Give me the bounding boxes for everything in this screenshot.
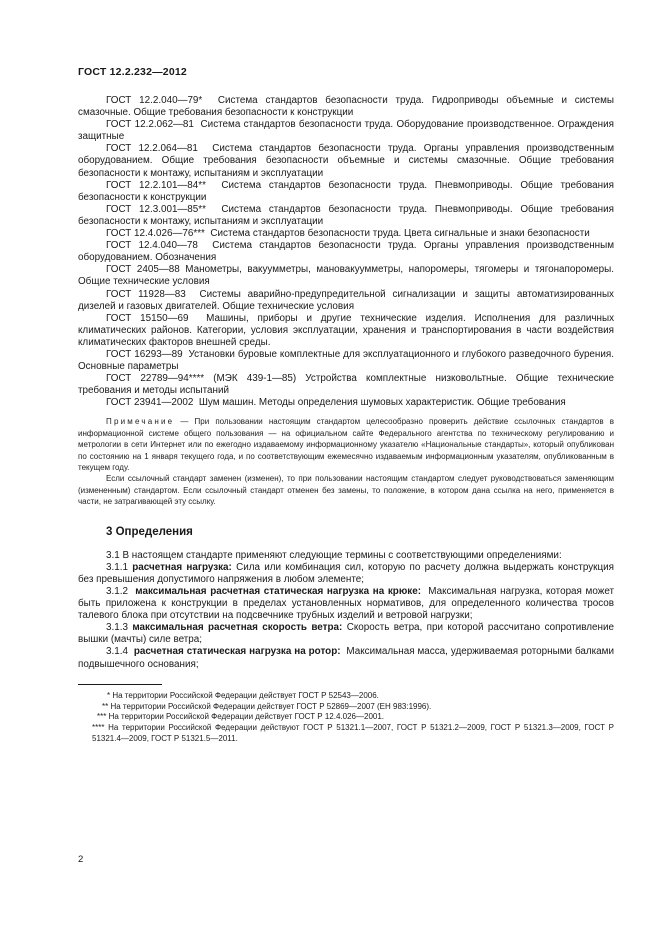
definition-term: максимальная расчетная статическая нагрузка на крюке: xyxy=(135,585,421,597)
definition-text: Максимальная масса, удерживаемая роторными балками подвышечного основания; xyxy=(78,646,614,670)
footnote-mark: **** xyxy=(92,723,105,733)
reference-code: ГОСТ 2405—88 xyxy=(106,264,180,276)
reference-text: Система стандартов безопасности труда. Гидроприводы объемные и системы смазочные. Общие требования безопасности к конструкции xyxy=(78,95,614,119)
footnote-text: На территории Российской Федерации действует ГОСТ Р 12.4.026—2001. xyxy=(108,712,385,722)
reference-code: ГОСТ 11928—83 xyxy=(106,288,186,300)
note-paragraph xyxy=(78,416,614,473)
definitions-intro: 3.1 В настоящем стандарте применяют следующие термины с соответствующими определениями: xyxy=(106,549,562,561)
reference-text: Система стандартов безопасности труда. Пневмоприводы. Общие требования безопасности к конструкции xyxy=(78,179,614,203)
definition-number: 3.1.3 xyxy=(106,622,128,634)
reference-item xyxy=(78,204,614,228)
footnote-divider xyxy=(78,684,162,685)
definition-item xyxy=(78,622,614,646)
footnote-mark: *** xyxy=(97,712,107,722)
note-dash: — xyxy=(174,417,195,427)
reference-text: Манометры, вакуумметры, мановакуумметры, напоромеры, тягомеры и тягонапоромеры. Общие технические условия xyxy=(78,264,614,288)
reference-code: ГОСТ 12.4.040—78 xyxy=(106,240,198,252)
reference-code: ГОСТ 12.3.001—85** xyxy=(106,203,206,215)
footnote xyxy=(78,691,614,702)
definition-text: Сила или комбинация сил, которую по расчету должна выдержать конструкция без превышения допустимого напряжения в любом элементе; xyxy=(78,561,615,585)
reference-text: Система стандартов безопасности труда. Органы управления производственным оборудованием. Общие требования безопасности объемные и системы смазочные. Общие требования безопасности к монтажу, испытаниям и эксплуатации xyxy=(78,143,614,179)
reference-code: ГОСТ 16293—89 xyxy=(106,348,183,360)
definition-item xyxy=(78,562,614,586)
reference-code: ГОСТ 22789—94**** xyxy=(106,373,205,385)
footnote-mark: ** xyxy=(102,701,109,711)
reference-code: ГОСТ 23941—2002 xyxy=(106,397,194,409)
definition-number: 3.1.2 xyxy=(106,585,128,597)
reference-text: (МЭК 439-1—85) Устройства комплектные низковольтные. Общие технические требования и методы испытаний xyxy=(78,373,614,397)
reference-item xyxy=(78,349,614,373)
note-paragraph-2: Если ссылочный стандарт заменен (изменен), то при пользовании настоящим стандартом следует руководствоваться заменяющим (измененным) стандартом. Если ссылочный стандарт отменен без замены, то положение, в котором дана ссылка на него, применяется в части, не затрагивающей эту ссылку. xyxy=(78,474,614,507)
reference-item xyxy=(78,373,614,397)
footnote xyxy=(78,723,614,745)
reference-item xyxy=(78,289,614,313)
reference-item xyxy=(78,228,614,240)
note-block xyxy=(78,416,614,507)
document-body xyxy=(78,95,614,745)
footnote xyxy=(78,702,614,713)
reference-text: Шум машин. Методы определения шумовых характеристик. Общие требования xyxy=(198,397,566,409)
reference-text: Системы аварийно-предупредительной сигнализации и защиты автоматизированных дизелей и газовых двигателей. Общие технические условия xyxy=(78,288,614,312)
normative-references-list xyxy=(78,95,614,409)
reference-text: Система стандартов безопасности труда. Оборудование производственное. Ограждения защитные xyxy=(78,119,614,143)
definition-term: расчетная статическая нагрузка на ротор: xyxy=(133,646,341,658)
reference-code: ГОСТ 15150—69 xyxy=(106,312,189,324)
note-label: Примечание xyxy=(106,417,175,427)
footnote-mark: * xyxy=(107,690,111,700)
reference-item xyxy=(78,95,614,119)
reference-code: ГОСТ 12.4.026—76*** xyxy=(106,228,205,240)
document-header: ГОСТ 12.2.232—2012 xyxy=(78,66,187,78)
reference-item xyxy=(78,143,614,179)
reference-item xyxy=(78,119,614,143)
definition-term: максимальная расчетная скорость ветра: xyxy=(132,622,343,634)
reference-item xyxy=(78,313,614,349)
page-number: 2 xyxy=(78,854,84,865)
reference-text: Установки буровые комплектные для эксплуатационного и глубокого разведочного бурения. Основные параметры xyxy=(78,348,614,373)
reference-code: ГОСТ 12.2.064—81 xyxy=(106,143,198,155)
definition-text: Максимальная нагрузка, которая может быть приложена к конструкции в пределах установленных нормативов, для определенного количества тросов талевого блока при отсутствии на подсвечнике трубных изделий и ветровой нагрузки; xyxy=(78,585,615,622)
reference-code: ГОСТ 12.2.062—81 xyxy=(106,119,194,131)
definition-item xyxy=(78,646,614,670)
definition-term: расчетная нагрузка: xyxy=(132,561,232,573)
definition-text: Скорость ветра, при которой рассчитано сопротивление вышки (мачты) силе ветра; xyxy=(78,622,614,646)
footnote-text: На территории Российской Федерации действуют ГОСТ Р 51321.1—2007, ГОСТ Р 51321.2—2009, ГОСТ Р 51321.3—2009, ГОСТ Р 51321.4—2009, ГОСТ Р 51321.5—2011. xyxy=(92,723,614,744)
reference-text: Система стандартов безопасности труда. Пневмоприводы. Общие требования безопасности к монтажу, испытаниям и эксплуатации xyxy=(78,203,614,227)
definition-item xyxy=(78,586,614,622)
note-text: При пользовании настоящим стандартом целесообразно проверить действие ссылочных стандартов в информационной системе общего пользования — на официальном сайте Федерального агентства по техническому регулированию и метрологии в сети Интернет или по ежегодно издаваемому информационному указателю «Национальные стандарты», который опубликован по состоянию на 1 января текущего года, и по соответствующим ежемесячно издаваемым информационным указателям, опубликованным в текущем году. xyxy=(78,417,614,473)
footnote xyxy=(78,712,614,723)
reference-item xyxy=(78,397,614,409)
footnotes xyxy=(78,684,614,746)
definition-number: 3.1.1 xyxy=(106,561,128,573)
footnote-text: На территории Российской Федерации действует ГОСТ Р 52543—2006. xyxy=(112,690,379,700)
reference-item xyxy=(78,264,614,288)
reference-code: ГОСТ 12.2.040—79* xyxy=(106,95,203,106)
reference-item xyxy=(78,180,614,204)
reference-text: Система стандартов безопасности труда. Органы управления производственным оборудованием. Обозначения xyxy=(78,240,614,264)
reference-item xyxy=(78,240,614,264)
definitions-list xyxy=(78,550,614,671)
footnote-text: На территории Российской Федерации действует ГОСТ Р 52869—2007 (ЕН 983:1996). xyxy=(110,701,432,711)
reference-code: ГОСТ 12.2.101—84** xyxy=(106,179,206,191)
reference-text: Машины, приборы и другие технические изделия. Исполнения для различных климатических районов. Категории, условия эксплуатации, хранения и транспортирования в части воздействия климатических факторов внешней среды. xyxy=(78,312,615,348)
section-heading: 3 Определения xyxy=(106,525,193,538)
definition-number: 3.1.4 xyxy=(106,646,128,658)
reference-text: Система стандартов безопасности труда. Цвета сигнальные и знаки безопасности xyxy=(210,228,590,240)
